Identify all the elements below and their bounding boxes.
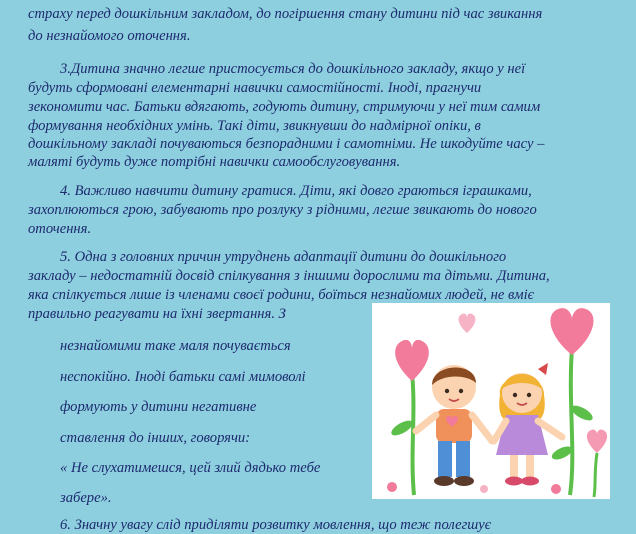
text-line: формують у дитини негативне — [60, 399, 257, 415]
text-line: зекономити час. Батьки вдягають, годують дитину, стримуючи у неї тим самим — [28, 99, 541, 115]
children-holding-hands-picture — [372, 303, 610, 499]
text-line: правильно реагувати на їхні звертання. З — [28, 306, 286, 322]
text-line: закладу – недостатній досвід спілкування з іншими дорослими та дітьми. Дитина, — [28, 268, 550, 284]
children-illustration — [372, 303, 610, 499]
text-line: 5. Одна з головних причин утруднень адаптації дитини до дошкільного — [60, 249, 507, 265]
text-line: ставлення до інших, говорячи: — [60, 430, 251, 446]
text-line: страху перед дошкільним закладом, до погіршення стану дитини під час звикання — [28, 6, 543, 22]
text-line: будуть сформовані елементарні навички самостійності. Іноді, прагнучи — [28, 80, 482, 96]
text-line: формування необхідних умінь. Такі діти, звикнувши до надмірної опіки, в — [28, 118, 481, 134]
text-line: дошкільному закладі почуваються безпорадними і самотніми. Не шкодуйте часу – — [28, 136, 545, 152]
text-line: незнайомими таке маля почувається — [60, 338, 291, 354]
text-line: 4. Важливо навчити дитину гратися. Діти, які довго граються іграшками, — [60, 183, 532, 199]
text-line: « Не слухатимешся, цей злий дядько тебе — [60, 460, 321, 476]
text-line: 3.Дитина значно легше пристосується до дошкільного закладу, якщо у неї — [60, 61, 526, 77]
text-line: оточення. — [28, 221, 92, 237]
text-line: яка спілкується лише із членами своєї родини, боїться незнайомих людей, не вміє — [28, 287, 535, 303]
text-line: 6. Значну увагу слід приділяти розвитку мовлення, що теж полегшує — [60, 517, 492, 533]
text-line: захоплюються грою, забувають про розлуку з рідними, легше звикають до нового — [28, 202, 537, 218]
text-line: маляті будуть дуже потрібні навички самообслуговування. — [28, 154, 401, 170]
text-line: неспокійно. Іноді батьки самі мимоволі — [60, 369, 306, 385]
text-line: забере». — [60, 490, 112, 506]
text-line: до незнайомого оточення. — [28, 28, 191, 44]
